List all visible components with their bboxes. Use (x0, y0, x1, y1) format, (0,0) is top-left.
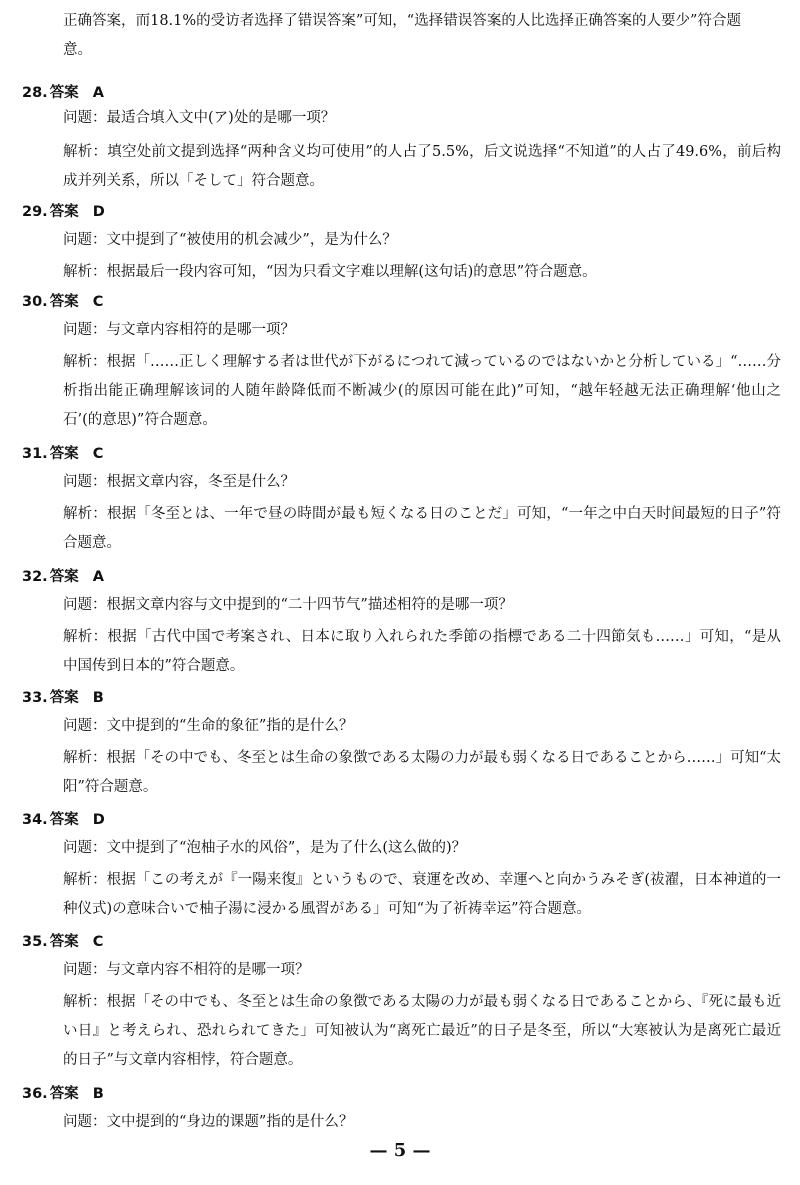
answer-letter: C (92, 446, 104, 462)
question-text: 问题：文中提到了“泡柚子水的风俗”，是为了什么(这么做的)？ (63, 840, 467, 856)
analysis-text: 解析：根据最后一段内容可知，“因为只看文字难以理解(这句话)的意思”符合题意。 (63, 264, 597, 280)
answer-letter: C (92, 934, 104, 950)
answer-letter: B (92, 1086, 104, 1102)
answer-heading: 30. 答案 C (22, 294, 104, 310)
question-text: 问题：最适合填入文中(ア)处的是哪一项？ (63, 110, 336, 126)
analysis-text: 解析：根据「その中でも、冬至とは生命の象徴である太陽の力が最も弱くなる日であることから、『死に最も近い日』と考えられ、恐れられてきた」可知被认为“离死亡最近”的日子是冬至，所以“大寒被认为是离死亡最近的日子”与文章内容相悖，符合题意。 (63, 994, 781, 1068)
answer-heading: 33. 答案 B (22, 690, 104, 706)
question-text: 问题：文中提到了“被使用的机会减少”，是为什么？ (63, 232, 397, 248)
answer-heading: 28. 答案 A (22, 85, 104, 101)
question-text: 问题：与文章内容不相符的是哪一项？ (63, 962, 310, 978)
answer-letter: C (92, 294, 104, 310)
answer-letter: D (92, 812, 105, 828)
analysis-text: 解析：根据「その中でも、冬至とは生命の象徴である太陽の力が最も弱くなる日であることから……」可知“太阳”符合题意。 (63, 750, 781, 795)
answer-heading: 32. 答案 A (22, 569, 104, 585)
answer-heading: 36. 答案 B (22, 1086, 104, 1102)
intro-paragraph: 正确答案，而18.1%的受访者选择了错误答案”可知，“选择错误答案的人比选择正确答案的人要少”符合题意。 (63, 13, 741, 58)
question-text: 问题：文中提到的“身边的课题”指的是什么？ (63, 1114, 354, 1130)
question-text: 问题：文中提到的“生命的象征”指的是什么？ (63, 718, 354, 734)
answer-heading: 34. 答案 D (22, 812, 105, 828)
analysis-text: 解析：根据「古代中国で考案され、日本に取り入れられた季節の指標である二十四節気も……」可知，“是从中国传到日本的”符合题意。 (63, 629, 781, 674)
analysis-text: 解析：根据「この考えが『一陽来復』というもので、衰運を改め、幸運へと向かうみそぎ(祓濯，日本神道的一种仪式)の意味合いで柚子湯に浸かる風習がある」可知“为了祈祷幸运”符合题意。 (63, 872, 781, 917)
page-number: — 5 — (369, 1140, 431, 1161)
analysis-text: 解析：根据「……正しく理解する者は世代が下がるにつれて減っているのではないかと分析している」“……分析指出能正确理解该词的人随年龄降低而不断减少(的原因可能在此)”可知，“越年轻越无法正确理解‘他山之石’(的意思)”符合题意。 (63, 354, 781, 428)
question-text: 问题：根据文章内容与文中提到的“二十四节气”描述相符的是哪一项？ (63, 597, 513, 613)
question-text: 问题：根据文章内容，冬至是什么？ (63, 474, 295, 490)
answer-letter: A (92, 569, 104, 585)
analysis-text: 解析：根据「冬至とは、一年で昼の時間が最も短くなる日のことだ」可知，“一年之中白天时间最短的日子”符合题意。 (63, 506, 781, 551)
answer-letter: D (92, 204, 105, 220)
answer-heading: 29. 答案 D (22, 204, 105, 220)
answer-letter: B (92, 690, 104, 706)
answer-heading: 31. 答案 C (22, 446, 104, 462)
question-text: 问题：与文章内容相符的是哪一项？ (63, 322, 295, 338)
answer-letter: A (92, 85, 104, 101)
answer-heading: 35. 答案 C (22, 934, 104, 950)
analysis-text: 解析：填空处前文提到选择“两种含义均可使用”的人占了5.5%，后文说选择“不知道”的人占了49.6%，前后构成并列关系，所以「そして」符合题意。 (63, 144, 781, 189)
